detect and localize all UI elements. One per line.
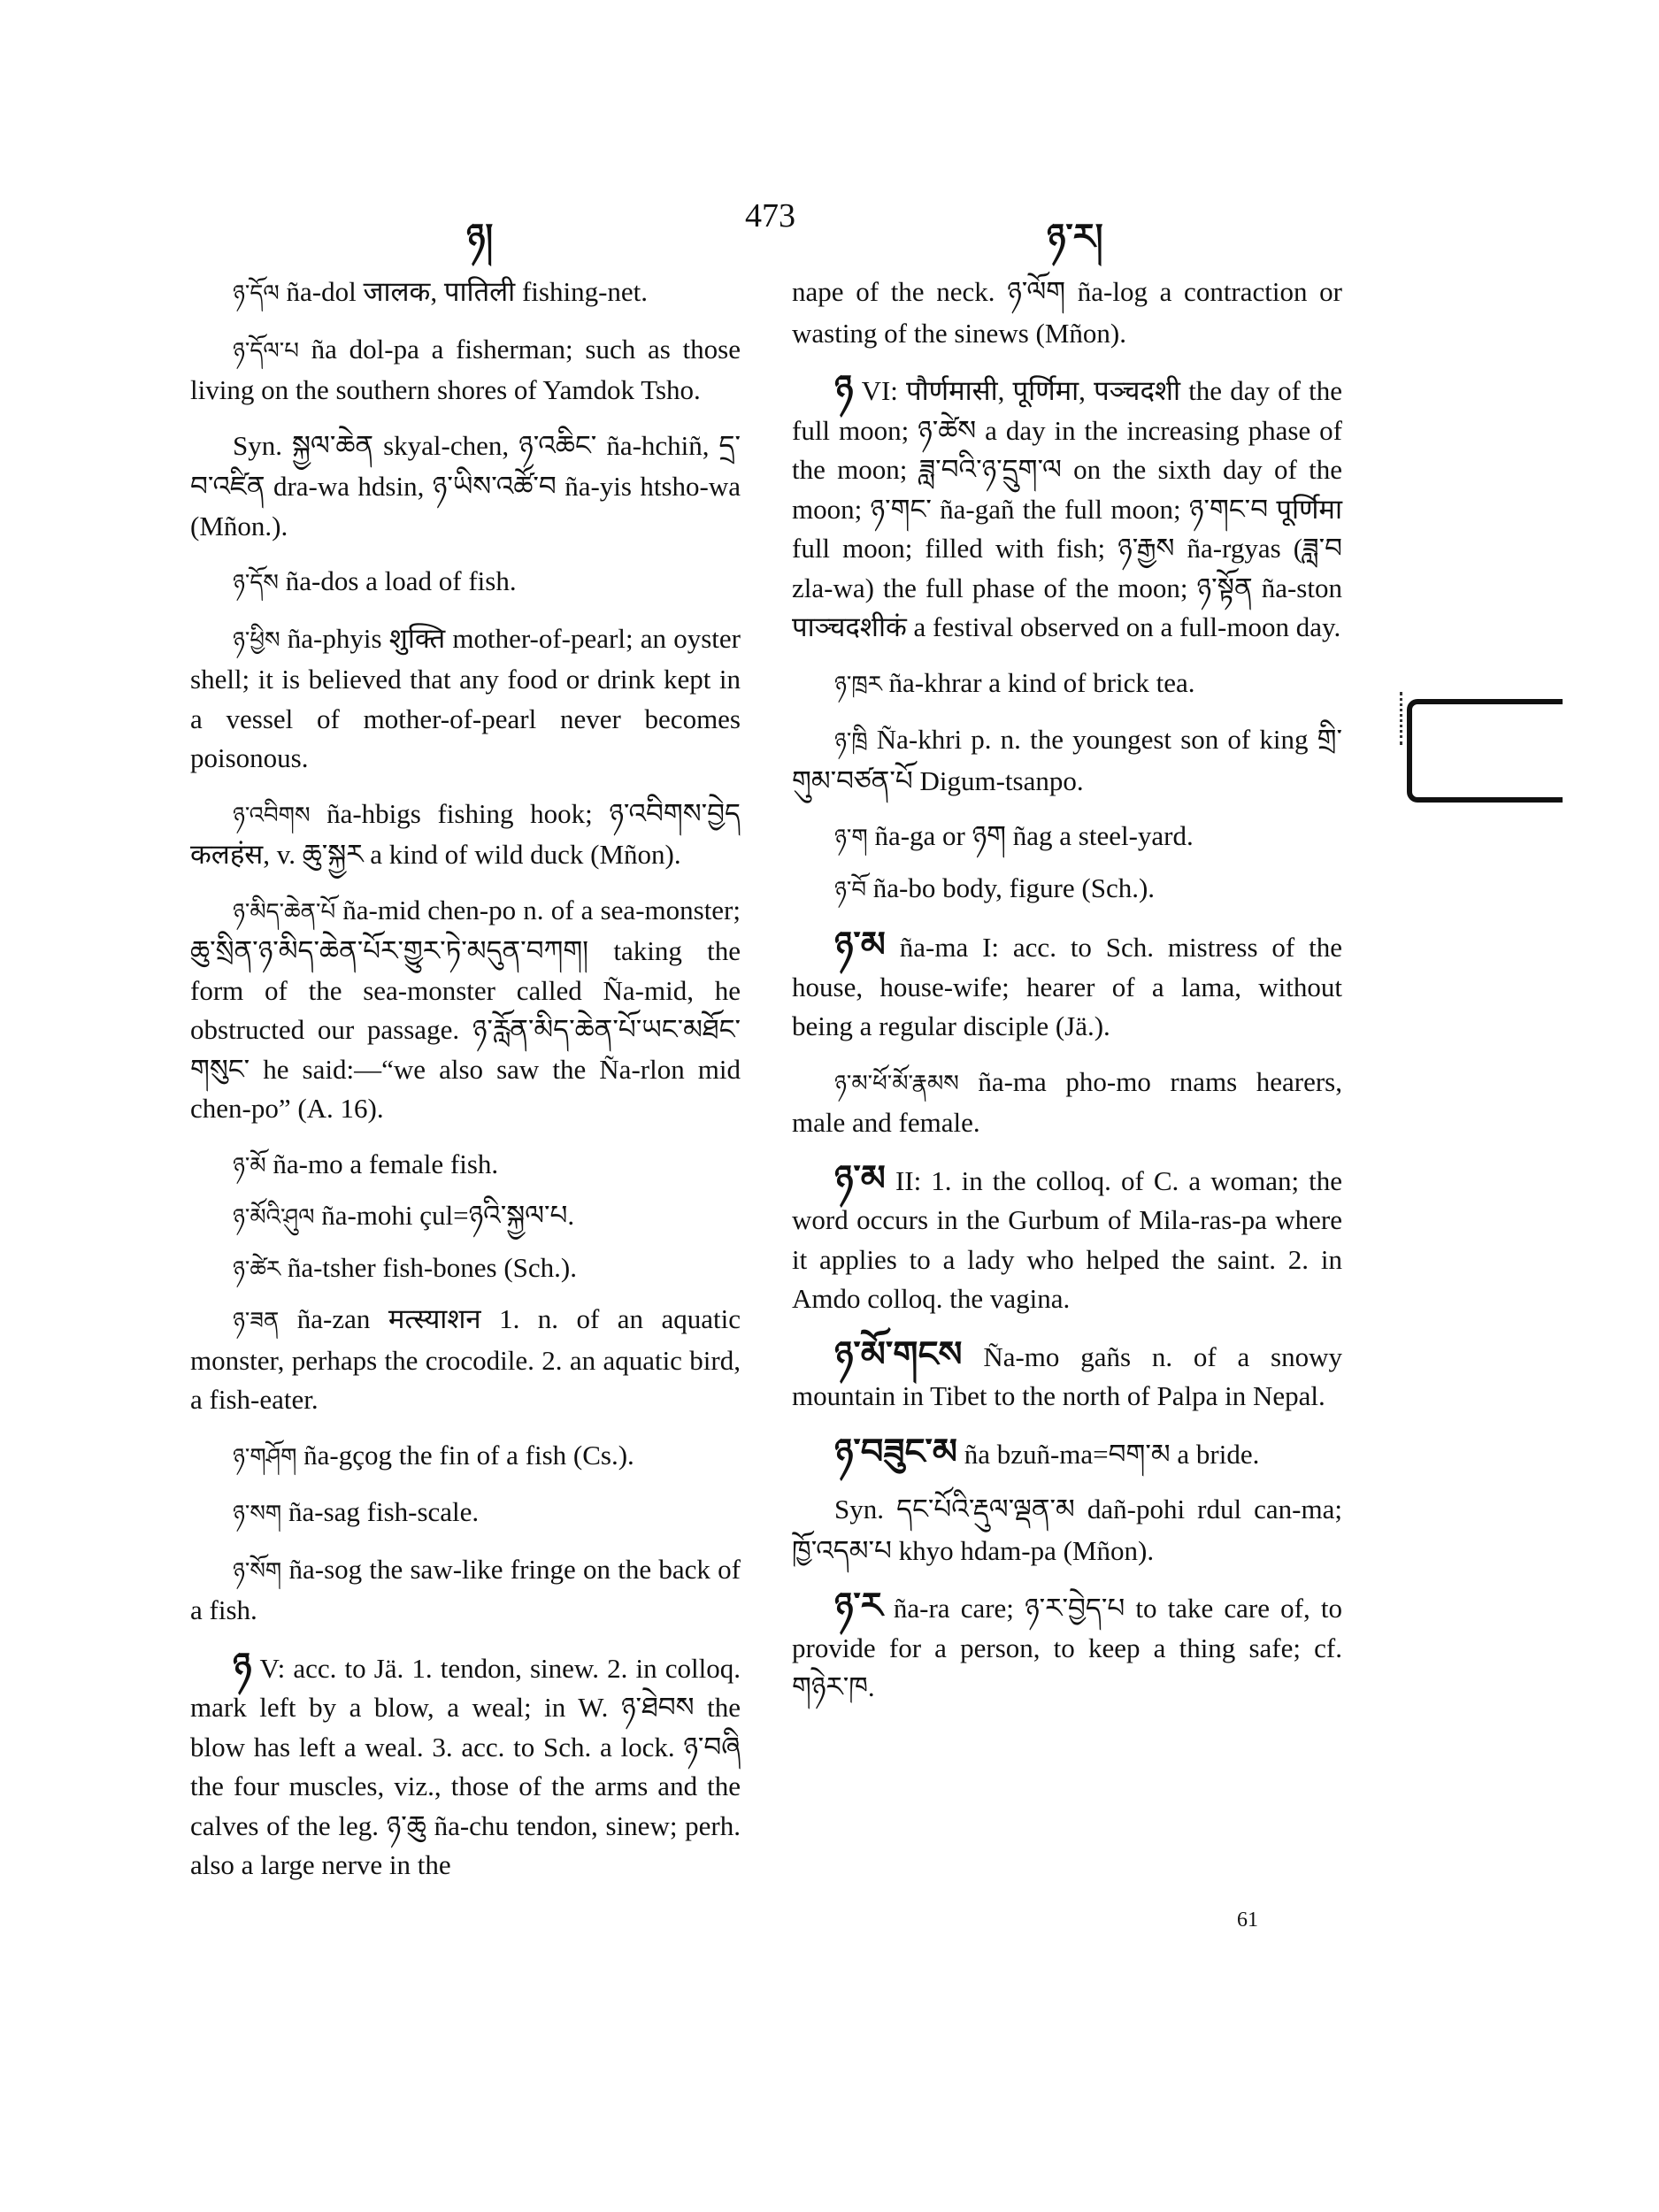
entry: [792, 1335, 1342, 1417]
entry-text: ña-khrar a kind of brick tea.: [881, 666, 1195, 698]
entry: [792, 1432, 1342, 1475]
entry-text: ña-dos a load of fish.: [278, 565, 517, 596]
tibetan-headword: ཉ་གཤོག: [233, 1443, 297, 1471]
tibetan-headword: ཉ་མ་ཕོ་མོ་རྣམས: [834, 1070, 959, 1097]
page-number: 473: [745, 197, 795, 234]
tibetan-headword: ཉ་དོལ་པ: [233, 337, 299, 365]
entry-text: ña-sog the saw-like fringe on the back of a fish.: [190, 1553, 741, 1625]
entry: [190, 1436, 741, 1478]
entry: [792, 817, 1342, 858]
tibetan-headword: ཉ་མ: [834, 925, 886, 965]
entry-text: ña-mo a female fish.: [265, 1148, 499, 1179]
entry: [190, 273, 741, 314]
entry-text: V: acc. to Jä. 1. tendon, sinew. 2. in colloq. mark left by a blow, a weal; in W. ཉ་ཐེབས the blow has left a weal. 3. acc. to Sch. a lock. ཉ་བཞི the four muscles, viz., those of the arms and the calves of the leg. ཉ་ཆུ ña-chu tendon, sinew; perh. also a large nerve in the: [190, 1652, 741, 1880]
entry: [792, 926, 1342, 1047]
entry-text: II: 1. in the colloq. of C. a woman; the word occurs in the Gurbum of Mila-ras-pa where it applies to a lady who helped the saint. 2. in Amdo colloq. the vagina.: [792, 1164, 1342, 1314]
tibetan-headword: ཉ་སོག: [233, 1557, 282, 1585]
entry-text: Syn. སྐྱལ་ཆེན skyal-chen, ཉ་འཆིང་ ña-hchiñ, དྲ་བ་འཛིན dra-wa hdsin, ཉ་ཡིས་འཚོ་བ ña-yis htsho-wa (Mñon.).: [190, 429, 741, 541]
entry: [792, 1586, 1342, 1708]
entry-text: ña-phyis शुक्ति mother-of-pearl; an oyster shell; it is believed that any food or drink kept in a vessel of mother-of-pearl never becomes poisonous.: [190, 622, 741, 773]
entry-text: ña-ga or ཉག ñag a steel-yard.: [867, 820, 1194, 851]
tibetan-headword: ཉ་དོས: [233, 570, 279, 596]
tibetan-headword: ཉ་མོའི་ཤུལ: [233, 1204, 315, 1231]
tibetan-headword: ཉ་མོ: [233, 1152, 266, 1179]
tibetan-headword: ཉ་ར: [834, 1586, 883, 1626]
entry: [792, 1159, 1342, 1319]
tibetan-headword: ཉ་ཕྱིས: [233, 626, 280, 654]
entry: [792, 369, 1342, 648]
tibetan-headword: ཉ་ཁྲར: [834, 671, 882, 698]
entry: [792, 869, 1342, 910]
entry: [792, 1490, 1342, 1571]
entry-text: Ña-khri p. n. the youngest son of king གྲི་གུམ་བཙན་པོ Digum-tsanpo.: [792, 724, 1342, 796]
tibetan-headword: ཉ་སག: [233, 1501, 282, 1527]
entry-text: ña-ma pho-mo rnams hearers, male and female.: [792, 1065, 1342, 1138]
tibetan-headword: ཉ་བོ: [834, 876, 867, 903]
entry-text: ña-zan मत्स्याशन 1. n. of an aquatic monster, perhaps the crocodile. 2. an aquatic bird, a fish-eater.: [190, 1303, 741, 1415]
tibetan-headword: ཉ་ཟན: [233, 1308, 280, 1334]
entry: [190, 795, 741, 875]
tibetan-headword: ཉ་ཁྲི: [834, 728, 868, 755]
entry: [190, 1493, 741, 1534]
entry-text: ña-hbigs fishing hook; ཉ་འབིགས་བྱེད कलहंस, v. ཆུ་སྐྱར a kind of wild duck (Mñon).: [190, 797, 741, 870]
entry: [792, 664, 1342, 705]
entry-text: ña bzuñ-ma=བག་མ a bride.: [956, 1438, 1260, 1470]
entry: [190, 330, 741, 411]
left-column: [190, 273, 741, 1901]
right-column: [792, 273, 1342, 1724]
entry-text: Ña-mo gañs n. of a snowy mountain in Tibet to the north of Palpa in Nepal.: [792, 1340, 1342, 1411]
running-header: [0, 196, 1659, 257]
margin-dotted-line: [1400, 692, 1406, 745]
entry-text: Syn. དང་པོའི་རྡུལ་ལྡན་མ dañ-pohi rdul can-ma; ཁྱོ་འདམ་པ khyo hdam-pa (Mñon).: [792, 1494, 1342, 1566]
header-left-headword: ཉ།: [466, 217, 494, 257]
entry: [792, 1063, 1342, 1143]
entry-text: ña-dol जालक, पातिली fishing-net.: [279, 276, 649, 307]
entry-text: ña-ma I: acc. to Sch. mistress of the house, house-wife; hearer of a lama, without being a regular disciple (Jä.).: [792, 932, 1342, 1041]
entry: [792, 720, 1342, 801]
entry: [190, 1196, 741, 1238]
tibetan-headword: ཉ་ག: [834, 825, 868, 851]
entry-text: ña-mid chen-po n. of a sea-monster; ཆུ་སྲིན་ཉ་མིད་ཆེན་པོར་གྱུར་ཏེ་མདུན་བཀག། taking the form of the sea-monster called Ña-mid, he obstructed our passage. ཉ་རློན་མིད་ཆེན་པོ་ཡང་མཐོང་གསུང་ he said:—“we also saw the Ña-rlon mid chen-po” (A. 16).: [190, 894, 741, 1124]
entry: [190, 1300, 741, 1420]
margin-bracket-mark: [1407, 699, 1563, 803]
tibetan-headword: ཉ་དོལ: [233, 280, 280, 307]
entry-text: ña-ra care; ཉ་ར་བྱེད་པ to take care of, to provide for a person, to keep a thing safe; cf. གཉེར་ཁ.: [792, 1593, 1342, 1702]
entry-continuation: [792, 273, 1342, 353]
entry: [190, 562, 741, 603]
entry: [190, 426, 741, 547]
signature-number: 61: [1237, 1909, 1258, 1932]
entry: [190, 891, 741, 1129]
entry-text: nape of the neck. ཉ་ལོག ña-log a contraction or wasting of the sinews (Mñon).: [792, 276, 1342, 349]
tibetan-headword: ཉ་འབིགས: [233, 802, 311, 829]
tibetan-headword: ཉ: [233, 1645, 252, 1686]
entry: [190, 1647, 741, 1886]
entry-text: ña-mohi çul=ཉའི་སྐྱལ་པ.: [314, 1200, 575, 1231]
header-right-headword: ཉ་ར།: [1047, 217, 1103, 257]
entry-text: ña-sag fish-scale.: [281, 1496, 480, 1527]
entry-text: ña-tsher fish-bones (Sch.).: [280, 1251, 577, 1283]
tibetan-headword: ཉ: [834, 368, 854, 409]
entry-text: ña-gçog the fin of a fish (Cs.).: [296, 1439, 634, 1471]
entry-text: ña dol-pa a fisherman; such as those living on the southern shores of Yamdok Tsho.: [190, 333, 741, 405]
tibetan-headword: ཉ་མིད་ཆེན་པོ: [233, 898, 336, 926]
tibetan-headword: ཉ་བཟུང་མ: [834, 1431, 957, 1472]
entry: [190, 1550, 741, 1631]
tibetan-headword: ཉ་ཚེར: [233, 1256, 281, 1283]
entry: [190, 1145, 741, 1187]
entry-text: VI: पौर्णमासी, पूर्णिमा, पञ्चदशी the day of the full moon; ཉ་ཚེས a day in the increasing phase of the moon; ཟླ་བའི་ཉ་དྲུག་ལ on the sixth day of the moon; ཉ་གང་ ña-gañ the full moon; ཉ་གང་བ पूर्णिमा full moon; filled with fish; ཉ་རྒྱས ña-rgyas (ཟླ་བ zla-wa) the full phase of the moon; ཉ་སྟོན ña-ston पाञ्चदशीकं a festival observed on a full-moon day.: [792, 375, 1342, 642]
tibetan-headword: ཉ་མ: [834, 1157, 886, 1199]
entry: [190, 619, 741, 779]
entry: [190, 1248, 741, 1290]
entry-text: ña-bo body, figure (Sch.).: [866, 872, 1156, 903]
tibetan-headword: ཉ་མོ་གངས: [834, 1333, 963, 1375]
